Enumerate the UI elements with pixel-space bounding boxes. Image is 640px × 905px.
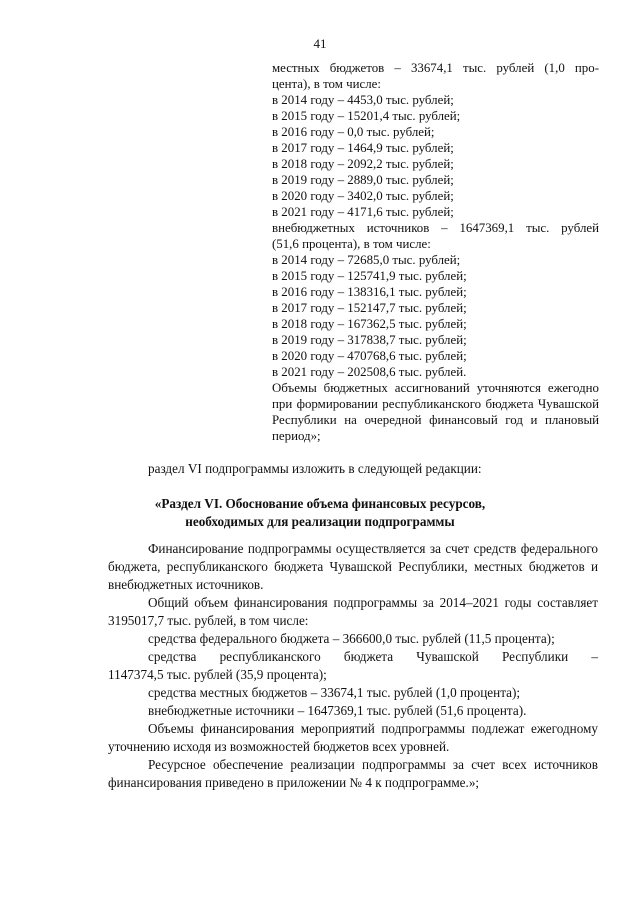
extra-year-item: в 2016 году – 138316,1 тыс. рублей; [272, 285, 467, 299]
paragraph-total-volume: Общий объем финансирования подпрограммы за 2014–2021 годы составляет 3195017,7 тыс. рублей, в том числе: [108, 595, 598, 628]
local-year-item: в 2015 году – 15201,4 тыс. рублей; [272, 109, 461, 123]
paragraph-resource-provision: Ресурсное обеспечение реализации подпрограммы за счет всех источников финансирования приведено в приложении № 4 к подпрограмме.»; [108, 757, 598, 790]
local-year-item: в 2020 году – 3402,0 тыс. рублей; [272, 189, 454, 203]
item-republic-budget-cont: 1147374,5 тыс. рублей (35,9 процента); [108, 667, 327, 682]
paragraph-financing: Финансирование подпрограммы осуществляется за счет средств федерального бюджета, республиканского бюджета Чувашской Республики, местных бюджетов и внебюджетных источников. [108, 541, 598, 592]
paragraph-annual-adjustment: Объемы финансирования мероприятий подпрограммы подлежат ежегодному уточнению исходя из возможностей бюджетов всех уровней. [108, 721, 598, 754]
extra-year-item: в 2021 году – 202508,6 тыс. рублей. [272, 365, 467, 379]
local-year-item: в 2021 году – 4171,6 тыс. рублей; [272, 205, 454, 219]
extra-years-list [272, 252, 599, 380]
closing-paragraph: Объемы бюджетных ассигнований уточняются ежегодно при формировании республиканского бюджета Чувашской Республики на очередной финансовый год и плановый период»; [272, 381, 599, 443]
extra-budget-line-cont: (51,6 процента), в том числе: [272, 237, 431, 251]
item-extra-budget: внебюджетные источники – 1647369,1 тыс. рублей (51,6 процента). [148, 703, 527, 718]
page-number: 41 [313, 36, 327, 51]
extra-year-item: в 2020 году – 470768,6 тыс. рублей; [272, 349, 467, 363]
local-budgets-line-cont: цента), в том числе: [272, 77, 381, 91]
heading-line-2: необходимых для реализации подпрограммы [185, 514, 455, 529]
extra-year-item: в 2017 году – 152147,7 тыс. рублей; [272, 301, 467, 315]
extra-year-item: в 2019 году – 317838,7 тыс. рублей; [272, 333, 467, 347]
local-years-list [272, 92, 599, 220]
item-republic-budget: средства республиканского бюджета Чувашской Республики – [148, 649, 598, 664]
item-local-budget: средства местных бюджетов – 33674,1 тыс. рублей (1,0 процента); [148, 685, 521, 700]
local-year-item: в 2016 году – 0,0 тыс. рублей; [272, 125, 435, 139]
extra-year-item: в 2018 году – 167362,5 тыс. рублей; [272, 317, 467, 331]
section-body [108, 540, 598, 792]
section-heading [0, 495, 640, 531]
local-year-item: в 2018 году – 2092,2 тыс. рублей; [272, 157, 454, 171]
item-federal-budget: средства федерального бюджета – 366600,0 тыс. рублей (11,5 процента); [148, 631, 555, 646]
local-year-item: в 2019 году – 2889,0 тыс. рублей; [272, 173, 454, 187]
extra-budget-line: внебюджетных источников – 1647369,1 тыс. рублей [272, 221, 599, 235]
local-year-item: в 2017 году – 1464,9 тыс. рублей; [272, 141, 454, 155]
extra-year-item: в 2015 году – 125741,9 тыс. рублей; [272, 269, 467, 283]
heading-line-1: «Раздел VI. Обоснование объема финансовых ресурсов, [154, 496, 486, 511]
funding-sources-block [272, 60, 599, 444]
extra-year-item: в 2014 году – 72685,0 тыс. рублей; [272, 253, 461, 267]
intro-line: раздел VI подпрограммы изложить в следующей редакции: [148, 461, 482, 476]
local-budgets-line: местных бюджетов – 33674,1 тыс. рублей (1,0 про- [272, 61, 599, 75]
local-year-item: в 2014 году – 4453,0 тыс. рублей; [272, 93, 454, 107]
